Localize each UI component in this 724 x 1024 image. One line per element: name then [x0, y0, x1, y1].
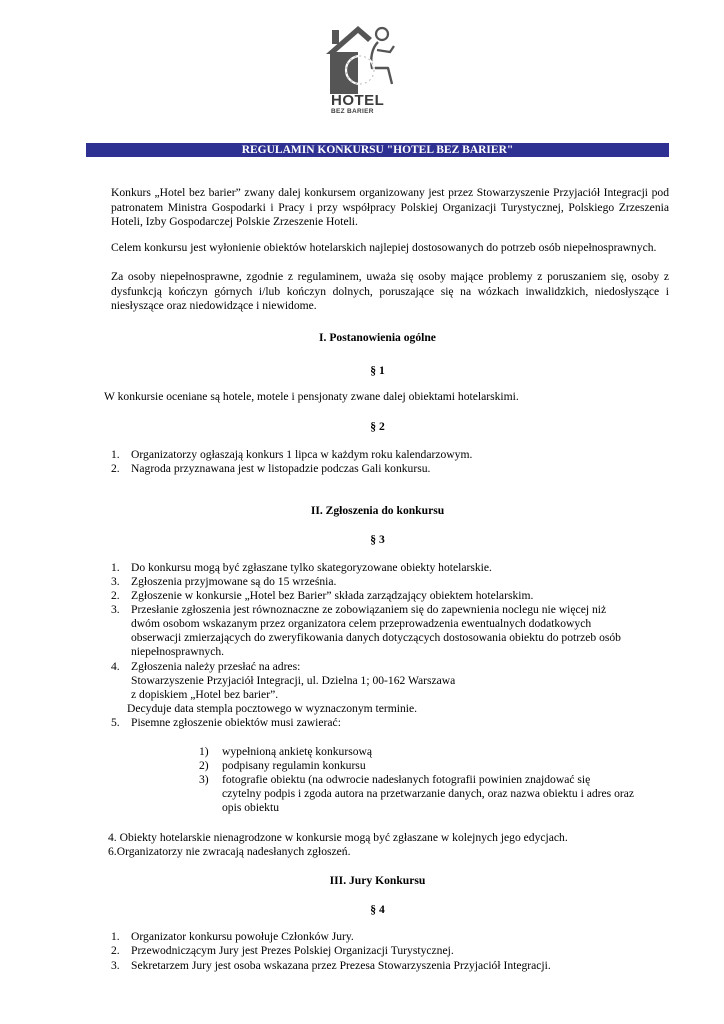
- house-wheelchair-icon: [322, 22, 402, 97]
- section-1-heading: I. Postanowienia ogólne: [319, 331, 436, 344]
- logo-wordmark: [331, 93, 401, 116]
- document-title: REGULAMIN KONKURSU "HOTEL BEZ BARIER": [86, 143, 669, 157]
- intro-paragraph-3: Za osoby niepełnosprawne, zgodnie z regulaminem, uważa się osoby mające problemy z poruszaniem się, osoby z dysfunkcją kończyn górnych i/lub kończyn dolnych, poruszające się na wózkach inwalidzkich, niedosłyszące i niesłyszące oraz niedowidzące i niewidome.: [111, 270, 669, 313]
- intro-paragraph-2: Celem konkursu jest wyłonienie obiektów hotelarskich najlepiej dostosowanych do potrzeb osób niepełnosprawnych.: [111, 241, 657, 254]
- logo-subtitle-text: BEZ BARIER: [331, 108, 374, 115]
- intro-paragraph-1: Konkurs „Hotel bez barier” zwany dalej konkursem organizowany jest przez Stowarzyszenie Przyjaciół Integracji pod patronatem Ministra Gospodarki i Pracy i przy współpracy Polskiej Organizacji Turystycznej, Polskiego Zrzeszenia Hoteli, Izby Gospodarczej Polskie Zrzeszenie Hoteli.: [111, 186, 669, 229]
- paragraph-1-text: W konkursie oceniane są hotele, motele i pensjonaty zwane dalej obiektami hotelarskimi.: [104, 390, 519, 403]
- closing-note-6: 6.Organizatorzy nie zwracają nadesłanych zgłoszeń.: [108, 845, 351, 858]
- document-page: HOTEL BEZ BARIER REGULAMIN KONKURSU "HOTEL BEZ BARIER" Konkurs „Hotel bez barier” zwany dalej konkursem organizowany jest przez Stowarzyszenie Przyjaciół Integracji pod patronatem Ministra Gospodarki i Pracy i przy współpracy Polskiej Organizacji Turystycznej, Polskiego Zrzeszenia Hoteli, Izby Gospodarczej Polskie Zrzeszenie Hoteli. Celem konkursu jest wyłonienie obiektów hotelarskich najlepiej dostosowanych do potrzeb osób niepełnosprawnych. Za osoby niepełnosprawne, zgodnie z regulaminem, uważa się osoby mające problemy z poruszaniem się, osoby z dysfunkcją kończyn górnych i/lub kończyn dolnych, poruszające się na wózkach inwalidzkich, niedosłyszące i niesłyszące oraz niedowidzące i niewidome. I. Postanowienia ogólne § 1 W konkursie oceniane są hotele, motele i pensjonaty zwane dalej obiektami hotelarskimi. § 2 1. Organizatorzy ogłaszają konkurs 1 lipca w każdym roku kalendarzowym. 2. Nagroda przyznawana jest w listopadzie podczas Gali konkursu. II. Zgłoszenia do konkursu § 3 1. Do konkursu mogą być zgłaszane tylko skategoryzowane obiekty hotelarskie. 3. Zgłoszenia przyjmowane są do 15 września. 2. Zgłoszenie w konkursie „Hotel bez Barier” składa zarządzający obiektem hotelarskim. 3. Przesłanie zgłoszenia jest równoznaczne ze zobowiązaniem się do zapewnienia noclegu nie więcej niż dwóm osobom wskazanym przez organizatora celem przeprowadzenia ewentualnych dodatkowych obserwacji zmierzających do zweryfikowania danych dotyczących dostosowania obiektu do potrzeb osób niepełnosprawnych. 4. Zgłoszenia należy przesłać na adres: Stowarzyszenie Przyjaciół Integracji, ul. Dzielna 1; 00-162 Warszawa z dopiskiem „Hotel bez barier”. Decyduje data stempla pocztowego w wyznaczonym terminie. 5. Pisemne zgłoszenie obiektów musi zawierać: 1) wypełnioną ankietę konkursową 2) podpisany regulamin konkursu 3) fotografie obiektu (na odwrocie nadesłanych fotografii powinien znajdować się czytelny podpis i zgoda autora na przetwarzanie danych, oraz nazwa obiektu i adres oraz opis obiektu 4. Obiekty hotelarskie nienagrodzone w konkursie mogą być zgłaszane w kolejnych jego edycjach. 6.Organizatorzy nie zwracają nadesłanych zgłoszeń. III. Jury Konkursu § 4 1. Organizator konkursu powołuje Członków Jury. 2. Przewodniczącym Jury jest Prezes Polskiej Organizacji Turystycznej. 3. Sekretarzem Jury jest osoba wskazana przez Prezesa Stowarzyszenia Przyjaciół Integracji.: [0, 0, 724, 1024]
- paragraph-mark-3: § 3: [370, 533, 385, 546]
- section-3-heading: III. Jury Konkursu: [329, 874, 426, 887]
- section-2-heading: II. Zgłoszenia do konkursu: [310, 504, 445, 517]
- paragraph-mark-4: § 4: [370, 903, 385, 916]
- paragraph-mark-1: § 1: [370, 364, 385, 377]
- paragraph-mark-2: § 2: [370, 420, 385, 433]
- logo-hotel-text: HOTEL: [331, 92, 385, 109]
- closing-note-4: 4. Obiekty hotelarskie nienagrodzone w konkursie mogą być zgłaszane w kolejnych jego edycjach.: [108, 831, 568, 844]
